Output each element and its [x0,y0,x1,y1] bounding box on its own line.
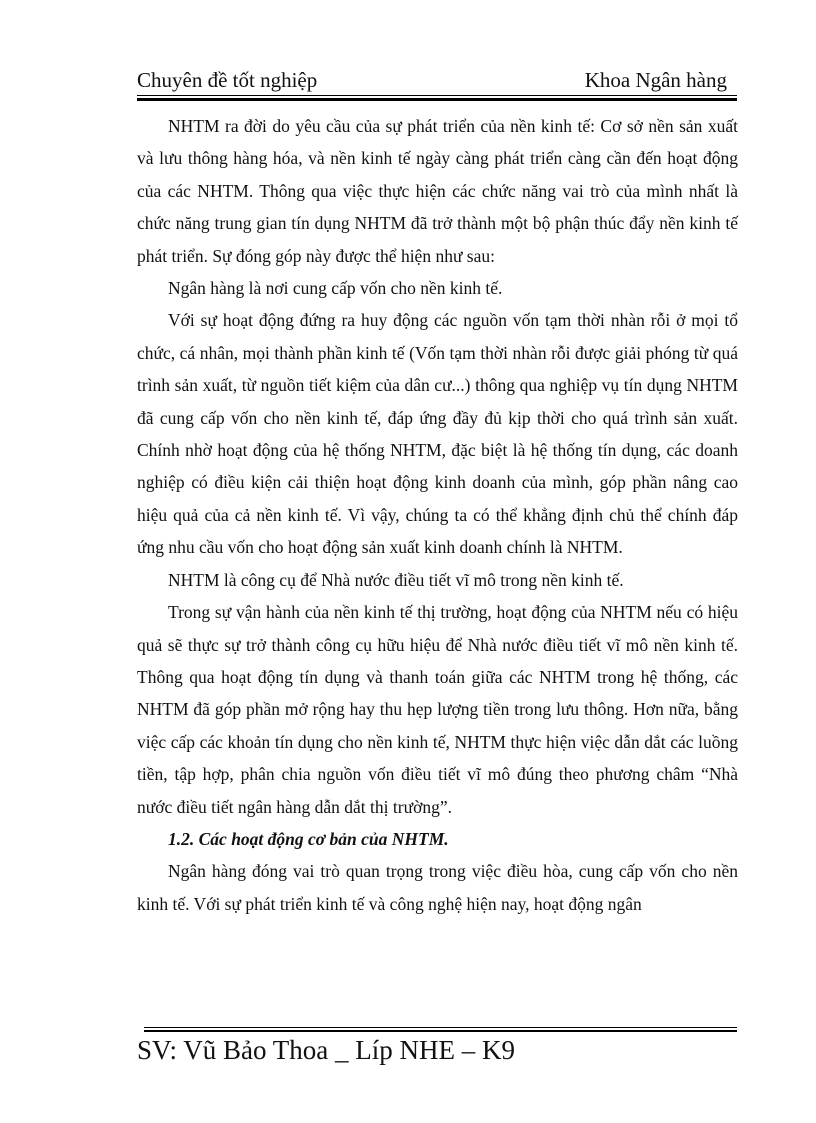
document-body [137,110,738,920]
page-header [137,66,737,94]
paragraph-macro-detail: Trong sự vận hành của nền kinh tế thị trường, hoạt động của NHTM nếu có hiệu quả sẽ thực sự trở thành công cụ hữu hiệu để Nhà nước điều tiết vĩ mô nền kinh tế. Thông qua hoạt động tín dụng và thanh toán giữa các NHTM trong hệ thống, các NHTM đã góp phần mở rộng hay thu hẹp lượng tiền trong lưu thông. Hơn nữa, bằng việc cấp các khoản tín dụng cho nền kinh tế, NHTM thực hiện việc dẫn dắt các luồng tiền, tập hợp, phân chia nguồn vốn điều tiết vĩ mô đúng theo phương châm “Nhà nước điều tiết ngân hàng dẫn dắt thị trường”. [137,602,738,817]
paragraph-capital-provider: Ngân hàng là nơi cung cấp vốn cho nền kinh tế. [168,278,503,299]
section-heading: 1.2. Các hoạt động cơ bản của NHTM. [168,828,449,849]
header-rule-thin [137,95,737,96]
header-rule-thick [137,98,737,101]
paragraph-macro-tool: NHTM là công cụ để Nhà nước điều tiết vĩ mô trong nền kinh tế. [168,569,624,590]
header-document-type: Chuyên đề tốt nghiệp [137,68,318,92]
footer-rule-thin [144,1027,737,1028]
paragraph-intro: NHTM ra đời do yêu cầu của sự phát triển của nền kinh tế: Cơ sở nền sản xuất và lưu thông hàng hóa, và nền kinh tế ngày càng phát triển càng cần đến hoạt động của các NHTM. Thông qua việc thực hiện các chức năng vai trò của mình nhất là chức năng trung gian tín dụng NHTM đã trở thành một bộ phận thúc đẩy nền kinh tế phát triển. Sự đóng góp này được thể hiện như sau: [137,116,738,266]
header-faculty: Khoa Ngân hàng [584,68,727,92]
page-footer: SV: Vũ Bảo Thoa _ Líp NHE – K9 [137,1035,515,1065]
paragraph-activities: Ngân hàng đóng vai trò quan trọng trong việc điều hòa, cung cấp vốn cho nền kinh tế. Với sự phát triển kinh tế và công nghệ hiện nay, hoạt động ngân [137,861,738,914]
paragraph-capital-detail: Với sự hoạt động đứng ra huy động các nguồn vốn tạm thời nhàn rỗi ở mọi tổ chức, cá nhân, mọi thành phần kinh tế (Vốn tạm thời nhàn rỗi được giải phóng từ quá trình sản xuất, từ nguồn tiết kiệm của dân cư...) thông qua nghiệp vụ tín dụng NHTM đã cung cấp vốn cho nền kinh tế, đáp ứng đầy đủ kịp thời cho quá trình sản xuất. Chính nhờ hoạt động của hệ thống NHTM, đặc biệt là hệ thống tín dụng, các doanh nghiệp có điều kiện cải thiện hoạt động kinh doanh của mình, góp phần nâng cao hiệu quả của cả nền kinh tế. Vì vậy, chúng ta có thể khẳng định chủ thể chính đáp ứng nhu cầu vốn cho hoạt động sản xuất kinh doanh chính là NHTM. [137,310,738,558]
